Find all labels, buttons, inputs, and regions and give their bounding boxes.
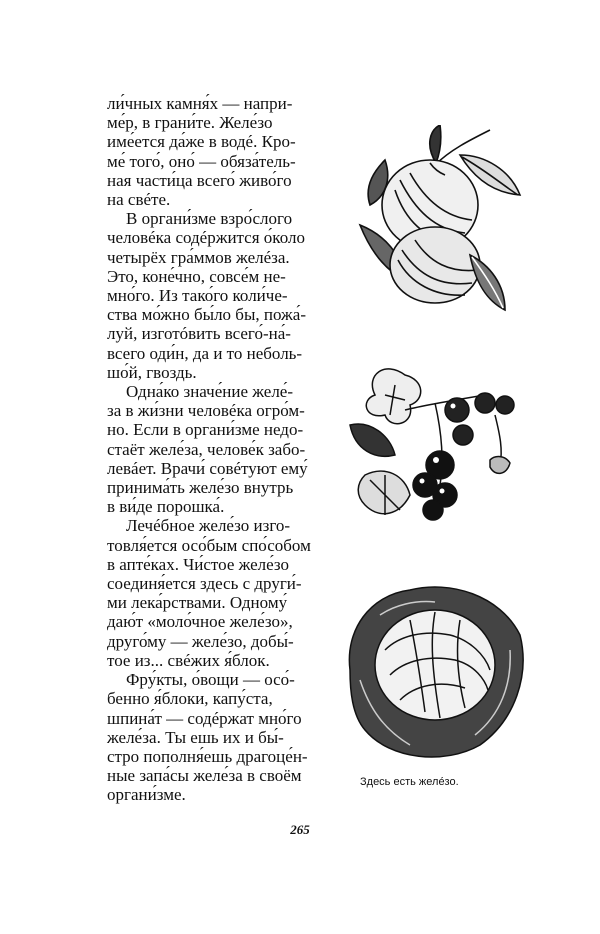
text-line: име́ется да́же в водé. Кро-: [107, 132, 296, 152]
text-line: но. Если в органи́зме недо-: [107, 420, 304, 440]
paragraph-continuation: [107, 536, 315, 670]
text-line: Это, коне́чно, совсе́м не-: [107, 266, 286, 286]
text-line: В органи́зме взро́слого: [126, 209, 293, 229]
paragraph-continuation: [107, 228, 315, 382]
text-line: ные запа́сы желе́за в своём: [107, 766, 302, 786]
text-line: четырёх гра́ммов желéза.: [107, 247, 290, 267]
paragraph: [107, 670, 315, 689]
illustration-caption: Здесь есть желе́зо.: [360, 776, 459, 788]
cabbage-illustration: [340, 580, 530, 765]
text-line: Фру́кты, о́вощи — осо́-: [126, 670, 295, 690]
text-line: шо́й, гвоздь.: [107, 362, 197, 382]
apples-illustration: [340, 125, 530, 325]
text-line: ми лека́рствами. Одному́: [107, 593, 288, 613]
text-line: левáет. Врачи́ совéтуют ему́: [107, 458, 308, 478]
text-line: даю́т «моло́чное желе́зо»,: [107, 612, 293, 632]
text-line: соединя́ется здесь с други́-: [107, 574, 302, 594]
text-line: за в жи́зни человéка огро́м-: [107, 401, 305, 421]
text-line: органи́зме.: [107, 785, 186, 805]
text-line: луй, изготóвить всего́-на́-: [107, 324, 291, 344]
text-line: тое из... свéжих я́блок.: [107, 650, 270, 670]
text-line: желе́за. Ты ешь их и бы́-: [107, 727, 284, 747]
text-line: Лечéбное желе́зо изго-: [126, 516, 291, 536]
text-line: на свéте.: [107, 190, 171, 210]
text-line: бенно я́блоки, капу́ста,: [107, 689, 273, 709]
text-line: в ви́де порошка́.: [107, 497, 225, 517]
text-column: [107, 94, 315, 805]
text-line: стаёт желе́за, челове́к забо-: [107, 439, 306, 459]
text-line: ная части́ца всего́ живо́го: [107, 170, 292, 190]
text-line: ства мо́жно бы́ло бы, пожа́-: [107, 305, 307, 325]
paragraph-continuation: [107, 401, 315, 516]
text-line: ме́р, в грани́те. Желе́зо: [107, 113, 273, 133]
text-line: ме́ того́, оно́ — обяза́тель-: [107, 151, 296, 171]
page-number: 265: [290, 822, 310, 837]
text-line: мно́го. Из тако́го коли́че-: [107, 286, 288, 306]
text-line: всего оди́н, да и то неболь-: [107, 343, 303, 363]
text-line: в апте́ках. Чи́стое желе́зо: [107, 554, 290, 574]
paragraph: [107, 94, 315, 209]
text-line: человéка содéржится о́коло: [107, 228, 305, 248]
text-line: ли́чных камня́х — напри-: [107, 94, 293, 113]
text-line: товля́ется осо́бым спо́собом: [107, 535, 311, 555]
text-line: друго́му — желе́зо, добы́-: [107, 631, 294, 651]
paragraph-continuation: [107, 689, 315, 804]
text-line: Одна́ко значе́ние желе́-: [126, 382, 294, 402]
text-line: принима́ть желе́зо внутрь: [107, 478, 294, 498]
paragraph: [107, 209, 315, 228]
paragraph: [107, 382, 315, 401]
text-line: стро пополня́ешь драгоце́н-: [107, 746, 308, 766]
text-line: шпина́т — содéржат мно́го: [107, 708, 302, 728]
paragraph: [107, 516, 315, 535]
currant-illustration: [345, 355, 525, 535]
